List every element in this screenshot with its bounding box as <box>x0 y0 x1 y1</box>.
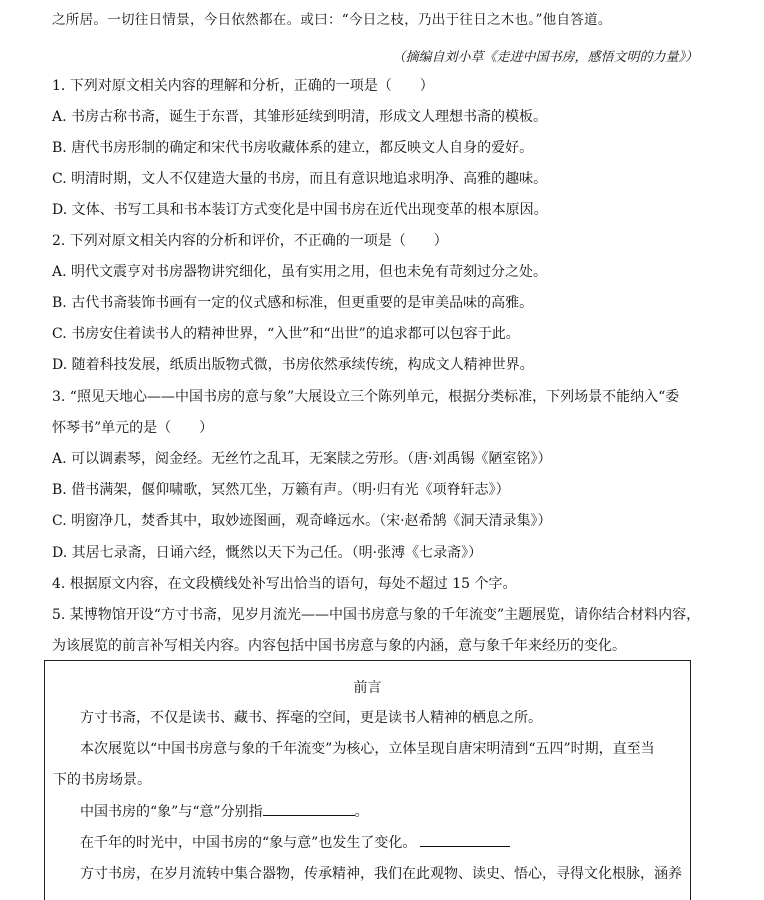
preface-paragraph-3-text: 中国书房的“象”与“意”分别指 <box>80 804 263 820</box>
passage-end-text: 之所居。一切往日情景，今日依然都在。或曰：“今日之枝，乃出于往日之木也。”他自答道。 <box>52 12 612 28</box>
question-1-stem: 1. 下列对原文相关内容的理解和分析，正确的一项是（ ） <box>52 78 434 94</box>
answer-blank-1[interactable] <box>263 803 355 816</box>
answer-blank-2[interactable] <box>420 834 510 847</box>
question-2-stem: 2. 下列对原文相关内容的分析和评价，不正确的一项是（ ） <box>52 233 448 249</box>
question-1-option-a: A. 书房古称书斋，诞生于东晋，其雏形延续到明清，形成文人理想书斋的模板。 <box>52 109 548 125</box>
question-1-option-d: D. 文体、书写工具和书本装订方式变化是中国书房在近代出现变革的根本原因。 <box>52 202 548 218</box>
question-3-option-b: B. 借书满架，偃仰啸歌，冥然兀坐，万籁有声。（明·归有光《项脊轩志》） <box>52 482 510 498</box>
preface-paragraph-3 <box>80 803 369 821</box>
question-4-stem: 4. 根据原文内容，在文段横线处补写出恰当的语句，每处不超过 15 个字。 <box>52 576 517 592</box>
preface-paragraph-3-end: 。 <box>354 804 369 820</box>
question-2-option-d: D. 随着科技发展，纸质出版物式微，书房依然承续传统，构成文人精神世界。 <box>52 357 534 373</box>
question-1-option-c: C. 明清时期，文人不仅建造大量的书房，而且有意识地追求明净、高雅的趣味。 <box>52 171 548 187</box>
preface-paragraph-4-text: 在千年的时光中，中国书房的“象与意”也发生了变化。 <box>80 835 417 851</box>
question-3-option-a: A. 可以调素琴，阅金经。无丝竹之乱耳，无案牍之劳形。（唐·刘禹锡《陋室铭》） <box>52 451 552 467</box>
question-5-stem-line2: 为该展览的前言补写相关内容。内容包括中国书房意与象的内涵，意与象千年来经历的变化。 <box>52 638 626 654</box>
question-1-option-b: B. 唐代书房形制的确定和宋代书房收藏体系的建立，都反映文人自身的爱好。 <box>52 140 534 156</box>
question-2-option-c: C. 书房安住着读书人的精神世界，“入世”和“出世”的追求都可以包容于此。 <box>52 326 520 342</box>
question-3-option-d: D. 其居七录斋，日诵六经，慨然以天下为己任。（明·张溥《七录斋》） <box>52 545 483 561</box>
question-2-option-a: A. 明代文震亨对书房器物讲究细化，虽有实用之用，但也未免有苛刻过分之处。 <box>52 264 548 280</box>
preface-paragraph-1: 方寸书斋，不仅是读书、藏书、挥毫的空间，更是读书人精神的栖息之所。 <box>80 710 542 726</box>
preface-box <box>44 660 691 900</box>
preface-title: 前言 <box>353 680 382 696</box>
question-3-option-c: C. 明窗净几，焚香其中，取妙迹图画，观奇峰远水。（宋·赵希鹄《洞天清录集》） <box>52 513 552 529</box>
preface-paragraph-2-line1: 本次展览以“中国书房意与象的千年流变”为核心，立体呈现自唐宋明清到“五四”时期，直至当 <box>80 741 655 757</box>
preface-paragraph-4 <box>80 834 510 852</box>
question-3-stem-line2: 怀琴书”单元的是（ ） <box>52 420 214 436</box>
source-citation: （摘编自刘小草《走进中国书房，感悟文明的力量》） <box>392 50 698 65</box>
question-3-stem-line1: 3. “照见天地心——中国书房的意与象”大展设立三个陈列单元，根据分类标准，下列场景不能纳入“委 <box>52 389 680 405</box>
preface-paragraph-5: 方寸书房，在岁月流转中集合器物，传承精神，我们在此观物、读史、悟心，寻得文化根脉，涵养 <box>80 866 682 882</box>
question-5-stem-line1: 5. 某博物馆开设“方寸书斋，见岁月流光——中国书房意与象的千年流变”主题展览，请你结合材料内容， <box>52 607 701 623</box>
question-2-option-b: B. 古代书斋装饰书画有一定的仪式感和标准，但更重要的是审美品味的高雅。 <box>52 295 534 311</box>
preface-paragraph-2-line2: 下的书房场景。 <box>53 772 151 788</box>
